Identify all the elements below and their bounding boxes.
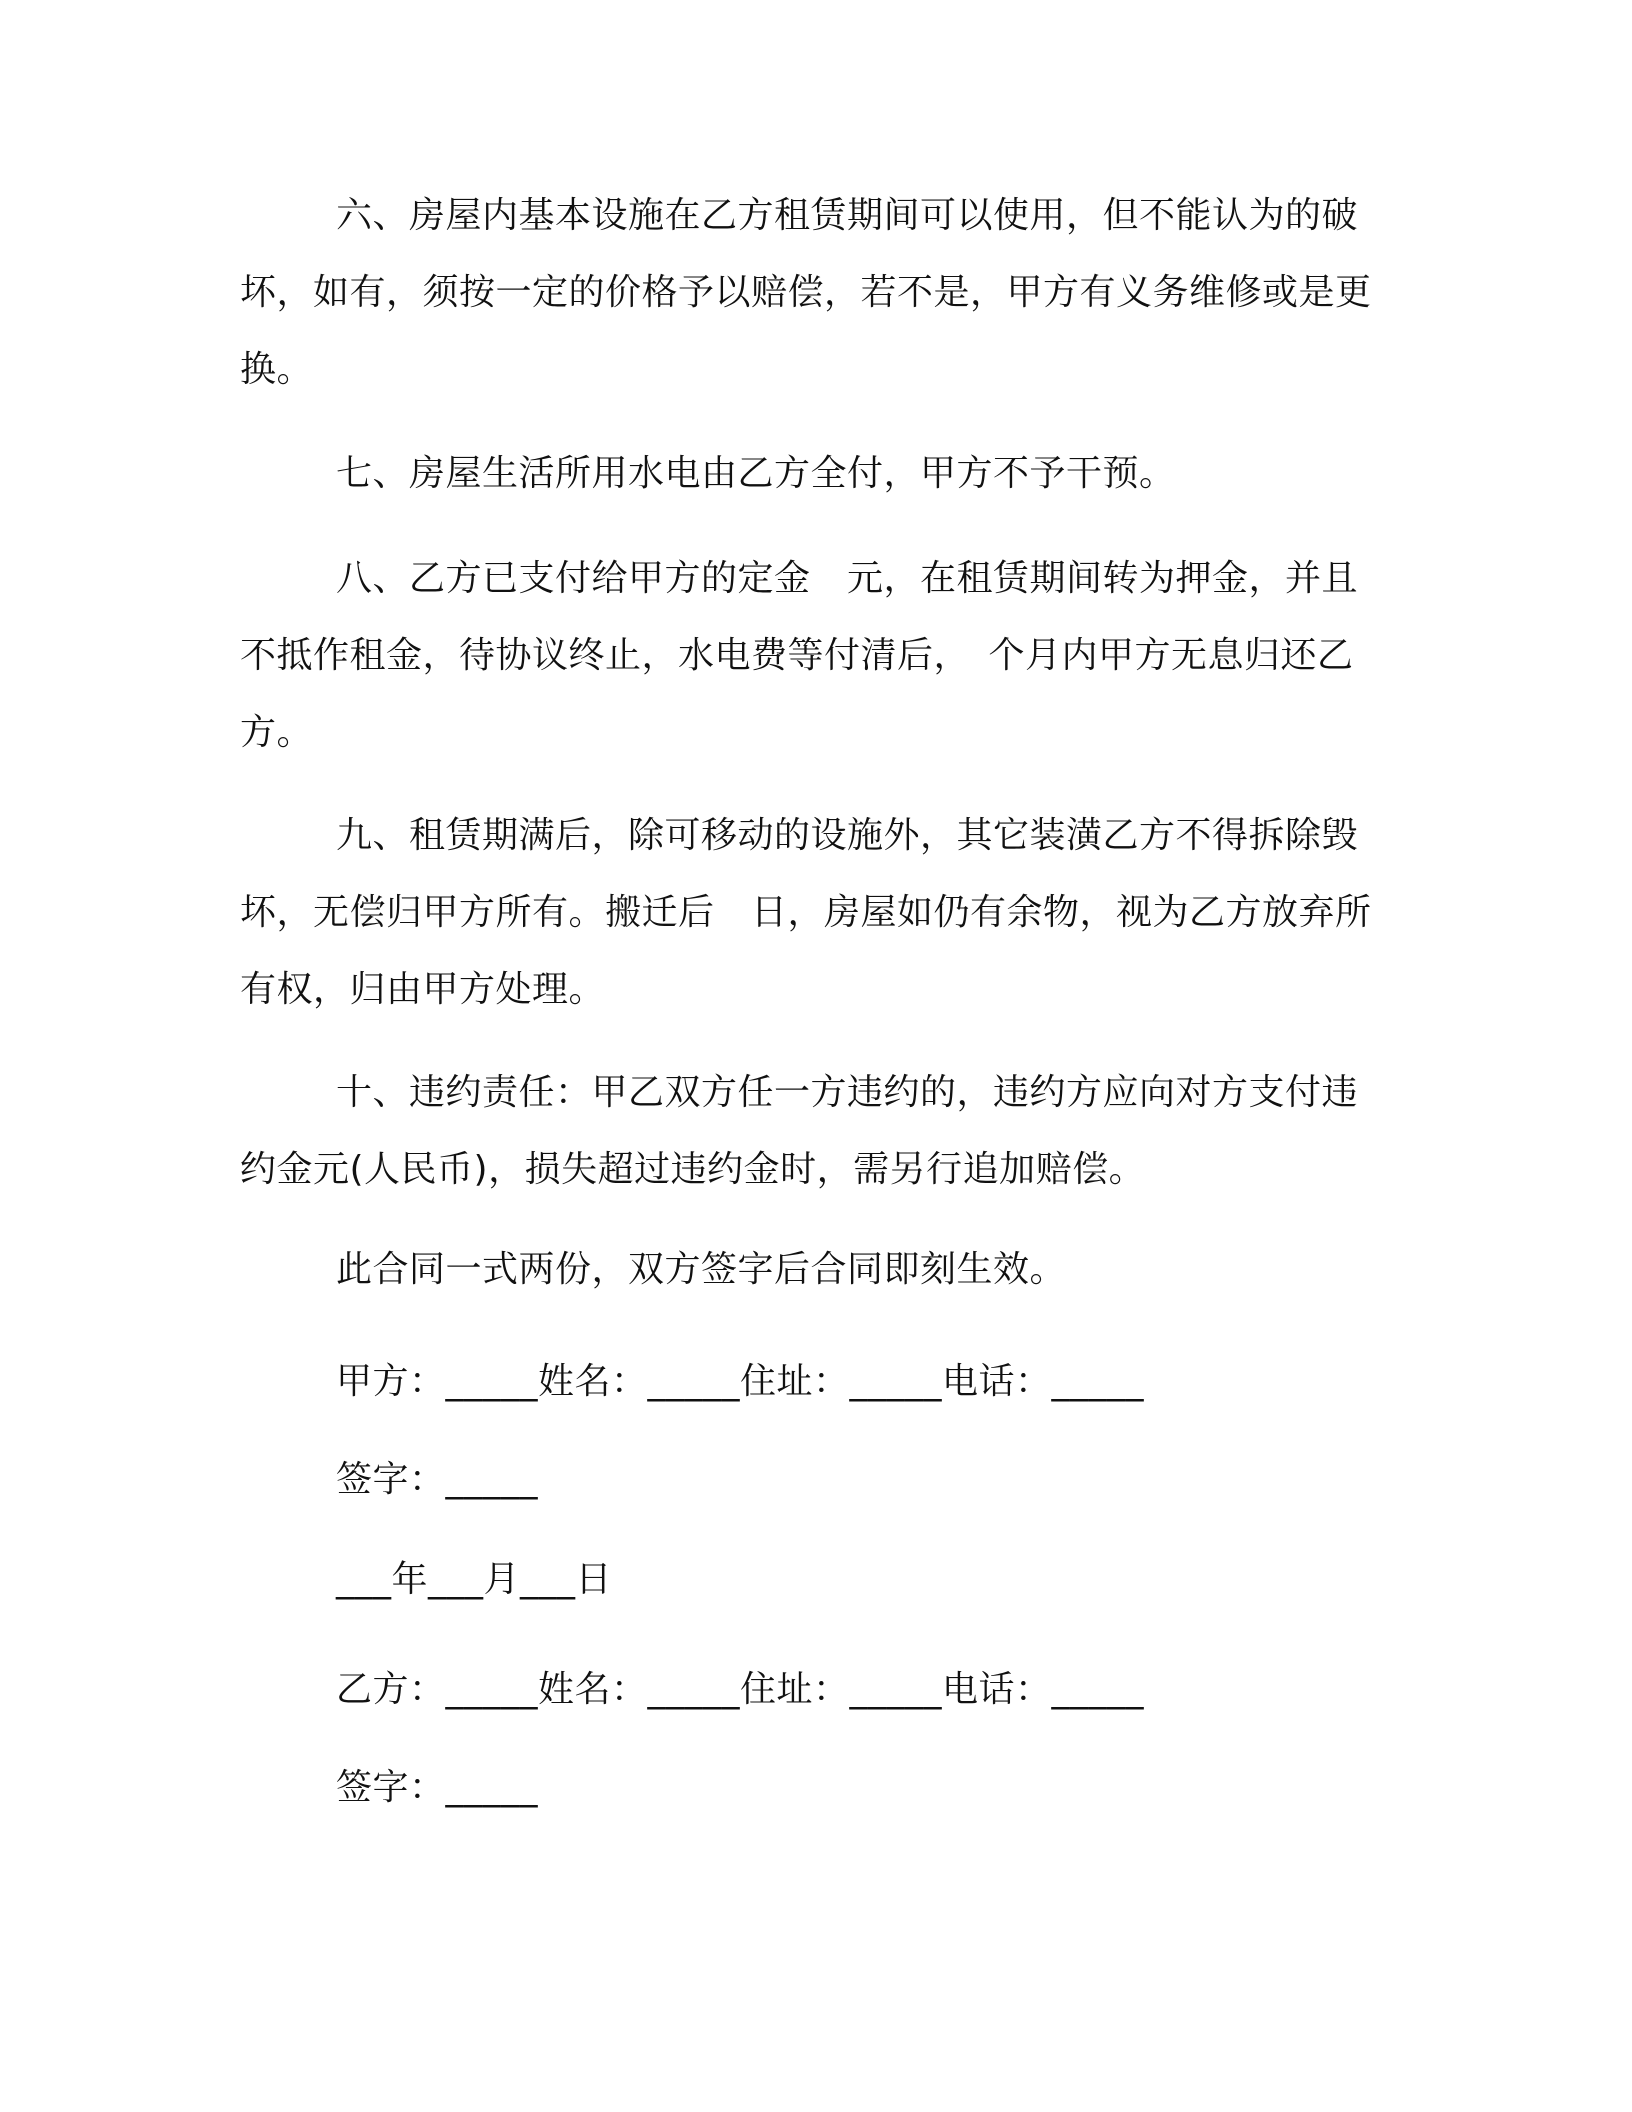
clause-ten: 十、违约责任：甲乙双方任一方违约的，违约方应向对方支付违约金元(人民币)，损失超过违约金时，需另行追加赔偿。 xyxy=(240,1072,1359,1190)
clause-nine: 九、租赁期满后，除可移动的设施外，其它装潢乙方不得拆除毁坏，无偿归甲方所有。搬迁后 日，房屋如仍有余物，视为乙方放弃所有权，归由甲方处理。 xyxy=(240,815,1372,1010)
clause-eight: 八、乙方已支付给甲方的定金 元，在租赁期间转为押金，并且不抵作租金，待协议终止，水电费等付清后， 个月内甲方无息归还乙方。 xyxy=(240,558,1359,753)
date-line: ___年___月___日 xyxy=(336,1559,613,1600)
clause-six: 六、房屋内基本设施在乙方租赁期间可以使用，但不能认为的破坏，如有，须按一定的价格予以赔偿，若不是，甲方有义务维修或是更换。 xyxy=(240,195,1372,390)
party-a-signature: 签字：_____ xyxy=(336,1459,539,1500)
party-a-info: 甲方：_____姓名：_____住址：_____电话：_____ xyxy=(336,1361,1145,1402)
party-b-signature: 签字：_____ xyxy=(336,1767,539,1808)
clause-seven: 七、房屋生活所用水电由乙方全付，甲方不予干预。 xyxy=(336,453,1176,494)
closing-statement: 此合同一式两份，双方签字后合同即刻生效。 xyxy=(336,1249,1067,1290)
party-b-info: 乙方：_____姓名：_____住址：_____电话：_____ xyxy=(336,1669,1145,1710)
